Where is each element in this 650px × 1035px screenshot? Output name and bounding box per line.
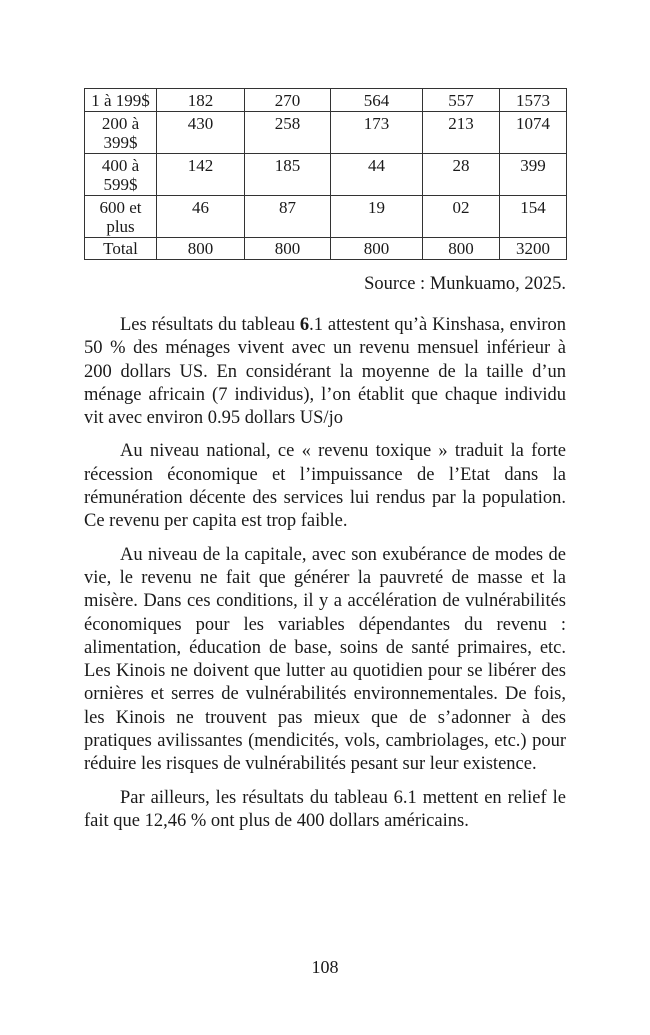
table-cell: 3200 xyxy=(500,238,567,260)
page-content xyxy=(84,88,566,833)
table-source: Source : Munkuamo, 2025. xyxy=(364,274,566,294)
paragraph-3: Au niveau de la capitale, avec son exubérance de modes de vie, le revenu ne fait que générer la pauvreté de masse et la misère. Dans ces conditions, il y a accélération de vulnérabilités économiques pour les variables dépendantes du revenu : alimentation, éducation de base, soins de santé primaires, etc. Les Kinois ne doivent que lutter au quotidien pour se libérer des ornières et serres de vulnérabilités environnementales. De fois, les Kinois ne trouvent pas mieux que de s’adonner à des pratiques avilissantes (mendicités, vols, cambriolages, etc.) pour réduire les risques de vulnérabilités pesant sur leur existence. xyxy=(84,544,566,775)
income-table xyxy=(84,88,567,260)
table-cell: 19 xyxy=(331,196,423,238)
table-cell: 800 xyxy=(331,238,423,260)
table-cell: 564 xyxy=(331,89,423,112)
table-cell: 154 xyxy=(500,196,567,238)
table-cell: 173 xyxy=(331,112,423,154)
paragraph-2: Au niveau national, ce « revenu toxique » traduit la forte récession économique et l’impuissance de l’Etat dans la rémunération décente des services lui rendus par la population. Ce revenu per capita est trop faible. xyxy=(84,441,566,532)
table-cell: 430 xyxy=(157,112,245,154)
table-cell: 1074 xyxy=(500,112,567,154)
table-cell: 399 xyxy=(500,154,567,196)
table-cell: 258 xyxy=(245,112,331,154)
paragraph-1-text-c: .1 attestent qu’à Kinshasa, environ 50 % des ménages vivent avec un revenu mensuel inférieur à 200 dollars US. En considérant la moyenne de la taille d’un ménage africain (7 individus), l’on établit que chaque individu vit avec environ 0.95 dollars US/jo xyxy=(84,315,566,429)
table-cell: 28 xyxy=(423,154,500,196)
table-cell: 46 xyxy=(157,196,245,238)
paragraph-1-text-a: Les résultats du tableau xyxy=(120,315,300,335)
table-cell: 44 xyxy=(331,154,423,196)
table-cell: 213 xyxy=(423,112,500,154)
table-cell: 270 xyxy=(245,89,331,112)
table-cell: 400 à 599$ xyxy=(85,154,157,196)
table-cell: 800 xyxy=(157,238,245,260)
paragraph-4: Par ailleurs, les résultats du tableau 6.1 mettent en relief le fait que 12,46 % ont plus de 400 dollars américains. xyxy=(84,787,566,831)
table-row-total xyxy=(85,238,567,260)
table-row xyxy=(85,196,567,238)
table-cell: 800 xyxy=(423,238,500,260)
table-cell: 182 xyxy=(157,89,245,112)
table-cell: 1573 xyxy=(500,89,567,112)
paragraph-1-bold-ref: 6 xyxy=(299,315,310,335)
table-cell: Total xyxy=(85,238,157,260)
table-cell: 200 à 399$ xyxy=(85,112,157,154)
table-cell: 800 xyxy=(245,238,331,260)
table-row xyxy=(85,112,567,154)
table-cell: 557 xyxy=(423,89,500,112)
table-row xyxy=(85,89,567,112)
page-number: 108 xyxy=(311,957,339,977)
paragraph-1 xyxy=(84,314,566,430)
table-cell: 185 xyxy=(245,154,331,196)
table-cell: 1 à 199$ xyxy=(85,89,157,112)
table-cell: 87 xyxy=(245,196,331,238)
table-cell: 600 et plus xyxy=(85,196,157,238)
table-cell: 02 xyxy=(423,196,500,238)
table-row xyxy=(85,154,567,196)
table-cell: 142 xyxy=(157,154,245,196)
